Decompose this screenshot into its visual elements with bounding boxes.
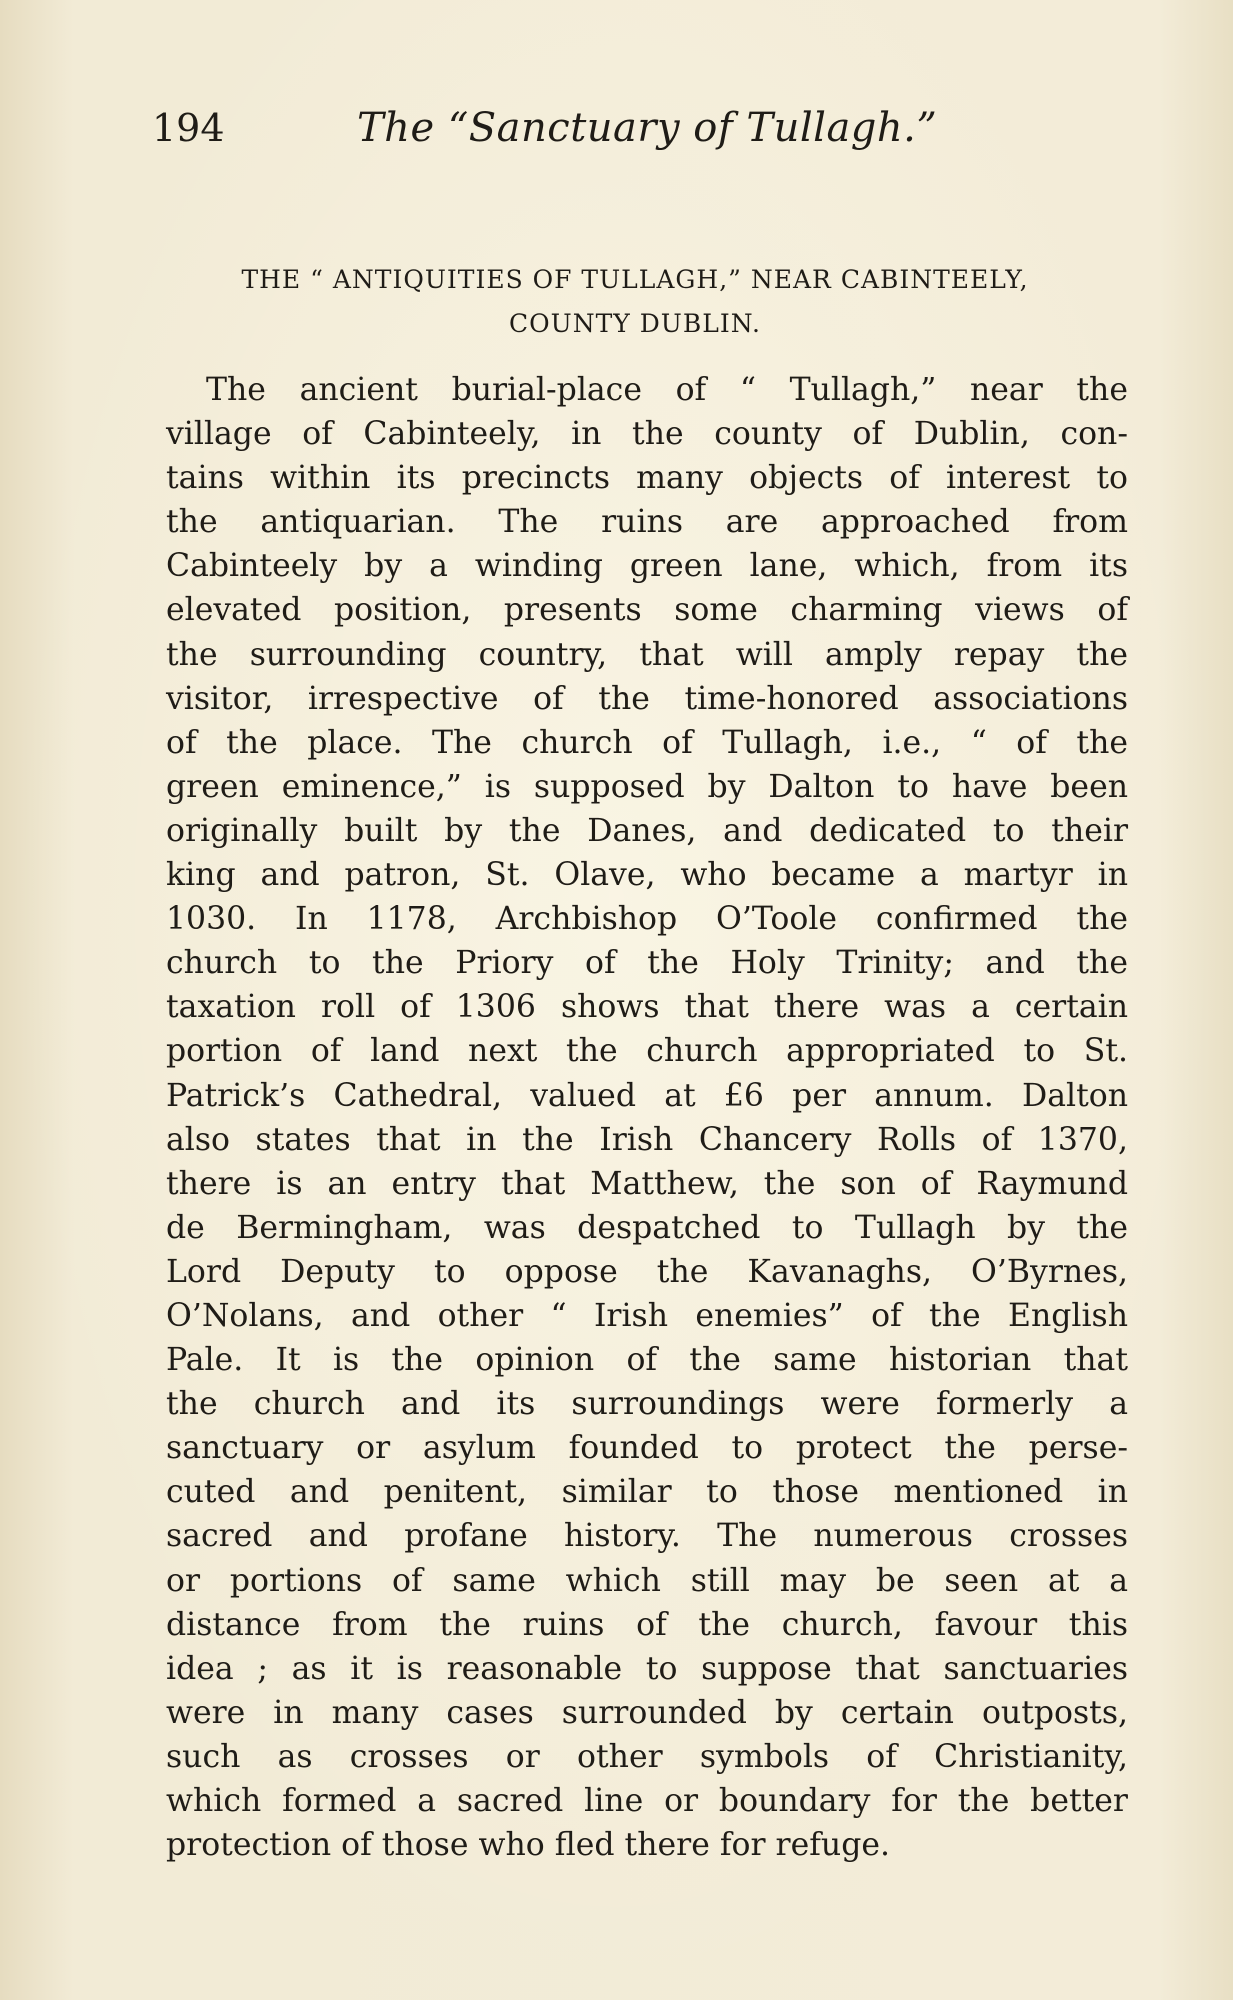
body-line: also states that in the Irish Chancery Rolls of 1370, (166, 1121, 1128, 1158)
body-line: portion of land next the church appropriated to St. (166, 1033, 1128, 1070)
body-line: O’Nolans, and other “ Irish enemies” of the English (166, 1297, 1128, 1334)
body-line: such as crosses or other symbols of Christianity, (166, 1738, 1128, 1775)
body-line: sanctuary or asylum founded to protect the perse- (166, 1430, 1128, 1467)
body-line: 1030. In 1178, Archbishop O’Toole confirmed the (166, 901, 1128, 938)
body-line: idea ; as it is reasonable to suppose that sanctuaries (166, 1650, 1128, 1687)
body-line: the surrounding country, that will amply repay the (166, 636, 1128, 673)
body-line: village of Cabinteely, in the county of Dublin, con- (166, 416, 1128, 453)
body-line: or portions of same which still may be seen at a (166, 1562, 1128, 1599)
body-line: Cabinteely by a winding green lane, which, from its (166, 548, 1128, 585)
body-line: taxation roll of 1306 shows that there was a certain (166, 989, 1128, 1026)
body-line: Pale. It is the opinion of the same historian that (166, 1342, 1128, 1379)
article-title-line: COUNTY DUBLIN. (509, 309, 761, 338)
body-line: distance from the ruins of the church, favour this (166, 1606, 1128, 1643)
body-line: Lord Deputy to oppose the Kavanaghs, O’Byrnes, (166, 1253, 1128, 1290)
body-line: there is an entry that Matthew, the son of Raymund (166, 1165, 1128, 1202)
body-line: tains within its precincts many objects of interest to (166, 460, 1128, 497)
body-line: the church and its surroundings were formerly a (166, 1386, 1128, 1423)
page-number: 194 (152, 106, 225, 150)
body-line: church to the Priory of the Holy Trinity; and the (166, 945, 1128, 982)
body-line: originally built by the Danes, and dedicated to their (166, 812, 1128, 849)
body-line: of the place. The church of Tullagh, i.e., “ of the (166, 724, 1128, 761)
body-line: which formed a sacred line or boundary for the better (166, 1783, 1128, 1819)
body-line: The ancient burial-place of “ Tullagh,” near the (206, 372, 1128, 408)
body-line: were in many cases surrounded by certain outposts, (166, 1694, 1128, 1731)
running-title: The “Sanctuary of Tullagh.” (357, 105, 938, 151)
body-line: king and patron, St. Olave, who became a martyr in (166, 857, 1128, 894)
article-title (140, 258, 1130, 346)
article-title-line: THE “ ANTIQUITIES OF TULLAGH,” NEAR CABINTEELY, (241, 265, 1029, 294)
body-line: de Bermingham, was despatched to Tullagh by the (166, 1209, 1128, 1246)
body-line: the antiquarian. The ruins are approached from (166, 504, 1128, 541)
body-line: green eminence,” is supposed by Dalton to have been (166, 768, 1128, 805)
body-line: sacred and profane history. The numerous crosses (166, 1518, 1128, 1555)
body-line: visitor, irrespective of the time-honored associations (166, 680, 1128, 717)
article-body (166, 368, 1128, 1867)
running-head (152, 98, 1092, 158)
body-line: elevated position, presents some charming views of (166, 592, 1128, 629)
body-line: cuted and penitent, similar to those mentioned in (166, 1474, 1128, 1511)
body-line: Patrick’s Cathedral, valued at £6 per annum. Dalton (166, 1077, 1128, 1114)
body-line: protection of those who fled there for refuge. (166, 1827, 891, 1864)
